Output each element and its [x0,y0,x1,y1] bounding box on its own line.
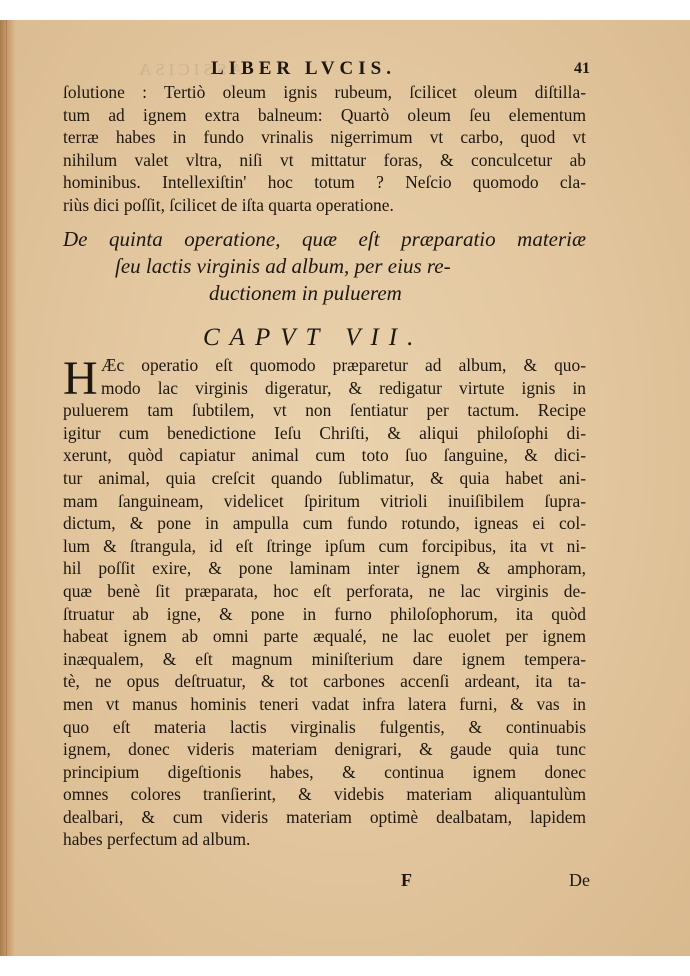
heading-line: ductionem in puluerem [209,281,402,305]
heading-line: ſeu lactis virginis ad album, per eius re- [115,254,451,278]
text-line: mam ſanguineam, videlicet ſpiritum vitrioli inuiſibilem ſupra- [63,490,586,511]
body-text-main [63,354,586,851]
text-line: riùs dici poſſit, ſcilicet de iſta quarta operatione. [63,194,394,215]
text-line: igitur cum benedictione Ieſu Chriſti, & aliqui philoſophi di- [63,422,586,443]
heading-line: De quinta operatione, quæ eſt præparatio materiæ [63,227,586,251]
text-line: tum ad ignem extra balneum: Quartò oleum ſeu elementum [63,104,586,125]
bleed-through-text: ASSICISA [135,60,243,79]
text-line: nihilum valet vltra, niſi vt mittatur foras, & conculcetur ab [63,149,586,170]
chapter-title: CAPVT VII. [203,324,424,351]
text-line: ignem, donec videris materiam denigrari, & gaude quia tunc [63,739,586,760]
text-line: tè, ne opus deſtruatur, & tot carbones accenſi ardeant, ita ta- [63,671,586,692]
book-page [0,20,690,956]
drop-cap-block [63,352,586,405]
text-line: men vt manus hominis teneri vadat infra latera furni, & vas in [63,693,586,714]
text-line: lum & ſtrangula, id eſt ſtringe ipſum cum forcipibus, ita vt ni- [63,535,586,556]
section-heading [63,226,586,307]
page-header [63,58,590,80]
text-line: ſtruatur ab igne, & pone in furno philoſophorum, ita quòd [63,603,586,624]
page-number: 41 [574,60,590,77]
text-line: quo eſt materia lactis virginalis fulgentis, & continuabis [63,716,586,737]
page-footer [63,870,590,894]
text-line: terræ habes in fundo vrinalis nigerrimum vt carbo, quod vt [63,127,586,148]
text-line: hil poſſit exire, & pone laminam inter ignem & amphoram, [63,558,586,579]
signature-mark: F [401,870,412,890]
text-line: habeat ignem ab omni parte æqualé, ne lac euolet per ignem [63,626,586,647]
text-line: dictum, & pone in ampulla cum fundo rotundo, igneas ei col- [63,513,586,534]
catchword: De [569,870,590,890]
text-line: xerunt, quòd capiatur animal cum toto ſuo ſanguine, & dici- [63,445,586,466]
text-line: habes perfectum ad album. [63,829,251,850]
text-line: principium digeſtionis habes, & continua ignem donec [63,761,586,782]
text-line: tur animal, quia creſcit quando ſublimatur, & quia habet ani- [63,467,586,488]
running-title: LIBER LVCIS. [211,58,396,79]
text-line: puluerem tam ſubtilem, vt non ſentiatur per tactum. Recipe [63,400,586,421]
drop-cap: H [63,352,98,405]
book-binding-edge [0,20,16,956]
text-line: modo lac virginis digeratur, & redigatur virtute ignis in [101,377,586,398]
text-line: Æc operatio eſt quomodo præparetur ad album, & quo- [101,355,586,375]
chapter-title-row [63,324,586,354]
text-line: inæqualem, & eſt magnum miniſterium dare ignem tempera- [63,648,586,669]
text-line: omnes colores tranſierint, & videbis materiam aliquantulùm [63,784,586,805]
body-text-top [63,81,586,217]
text-line: dealbari, & cum videris materiam optimè dealbatam, lapidem [63,806,586,827]
text-line: hominibus. Intellexiſtin' hoc totum ? Neſcio quomodo cla- [63,172,586,193]
text-line: quæ benè ſit præparata, hoc eſt perforata, ne lac virginis de- [63,580,586,601]
text-line: ſolutione : Tertiò oleum ignis rubeum, ſcilicet oleum diſtilla- [63,82,586,102]
